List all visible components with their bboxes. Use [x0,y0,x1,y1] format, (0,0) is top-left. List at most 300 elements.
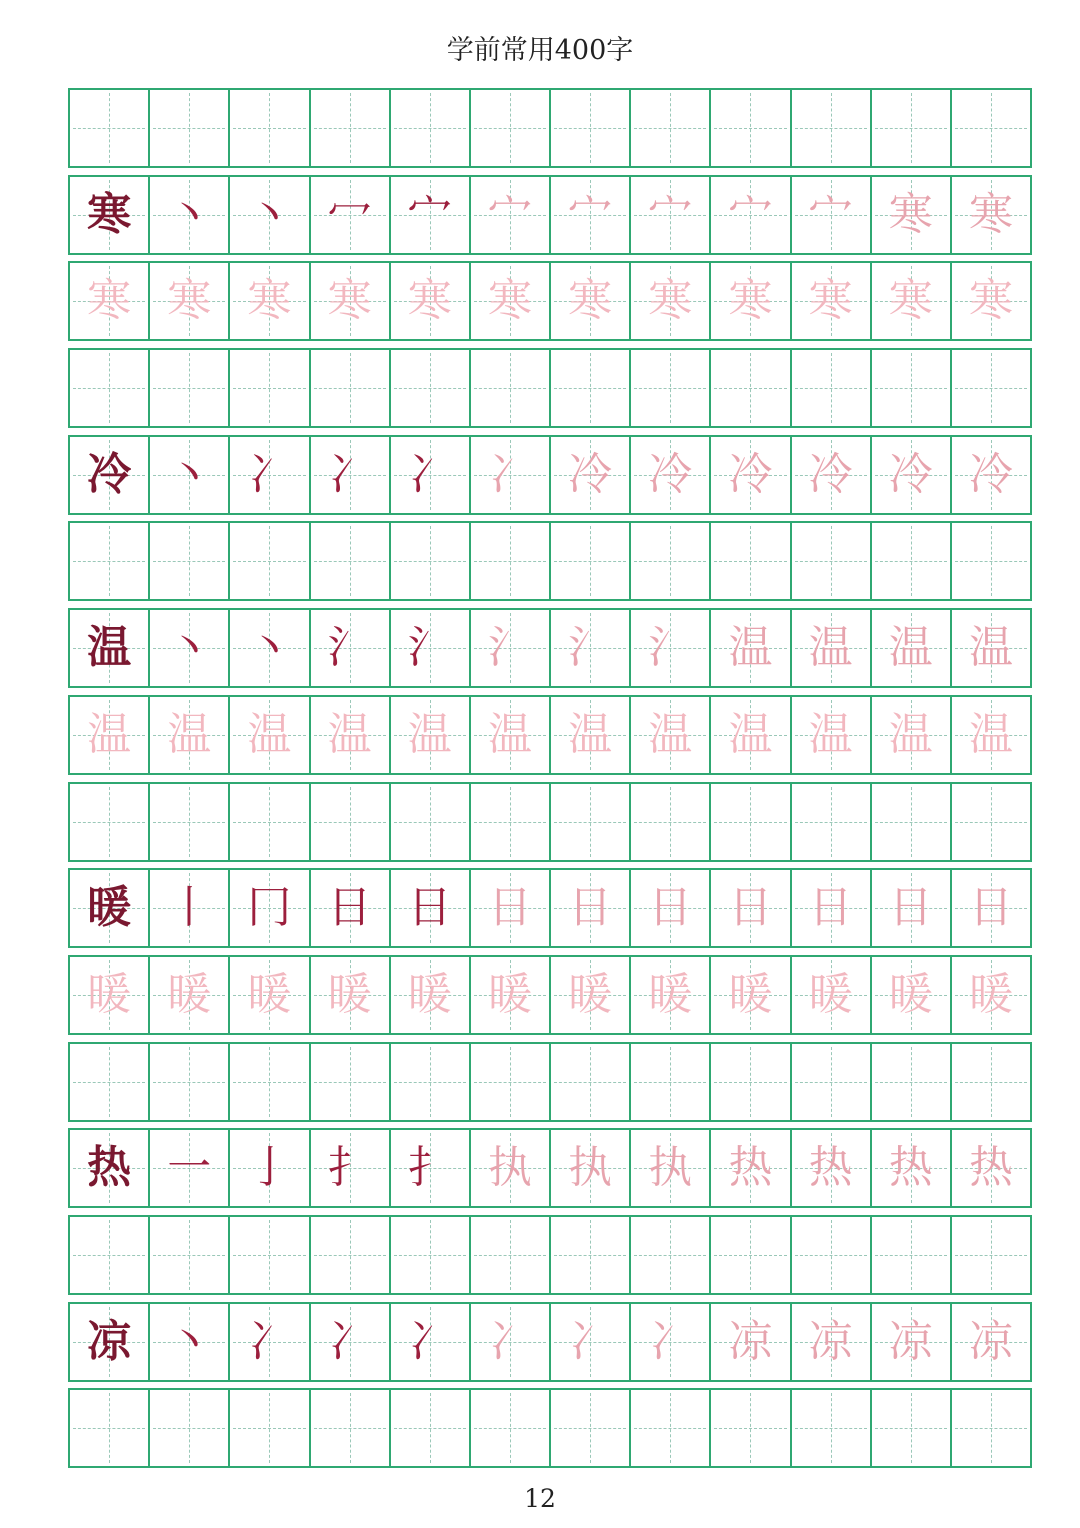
stroke-step: 寒 [968,188,1013,240]
practice-cell [311,610,391,686]
model-cell [70,1390,150,1466]
practice-cell [631,610,711,686]
model-cell [70,1044,150,1120]
practice-cell [471,697,551,773]
model-cell [70,784,150,860]
practice-cell [471,784,551,860]
stroke-step: 冫 [327,1315,372,1367]
practice-cell [230,610,310,686]
practice-cell [952,1304,1030,1380]
practice-cell [391,177,471,253]
practice-cell [230,697,310,773]
model-cell [70,1130,150,1206]
practice-cell [631,90,711,166]
model-cell [70,1304,150,1380]
practice-cell [551,437,631,513]
trace-character: 温 [407,708,452,760]
practice-cell [150,957,230,1033]
stroke-step: 宀 [487,188,532,240]
stroke-step: 日 [407,882,452,934]
stroke-step: 亅 [247,1142,292,1194]
practice-cell [471,90,551,166]
practice-cell [631,177,711,253]
model-character: 暖 [87,882,132,934]
stroke-step: 执 [648,1142,693,1194]
practice-cell [551,697,631,773]
stroke-step: 扌 [327,1142,372,1194]
practice-cell [551,177,631,253]
trace-character: 寒 [888,275,933,327]
practice-cell [792,350,872,426]
trace-character: 温 [728,708,773,760]
practice-cell [872,437,952,513]
stroke-step: 丶 [247,188,292,240]
stroke-step: 氵 [407,622,452,674]
practice-cell [952,1130,1030,1206]
stroke-step: 冫 [487,448,532,500]
trace-character: 暖 [407,968,452,1020]
stroke-step: 宀 [728,188,773,240]
page-number: 12 [524,1484,556,1513]
practice-cell [872,1130,952,1206]
trace-character: 温 [648,708,693,760]
practice-cell [150,1044,230,1120]
trace-character: 温 [327,708,372,760]
practice-cell [471,870,551,946]
stroke-step: 凉 [728,1315,773,1367]
practice-cell [471,263,551,339]
practice-cell [391,957,471,1033]
practice-cell [311,870,391,946]
practice-cell [952,1390,1030,1466]
stroke-step: 冫 [327,448,372,500]
trace-character: 寒 [728,275,773,327]
trace-character: 寒 [327,275,372,327]
practice-cell [631,523,711,599]
model-cell [70,177,150,253]
practice-cell [230,1044,310,1120]
stroke-step: 凉 [968,1315,1013,1367]
practice-cell [792,870,872,946]
practice-cell [391,697,471,773]
stroke-step: 日 [487,882,532,934]
practice-cell [711,1044,791,1120]
practice-cell [711,263,791,339]
trace-character: 寒 [808,275,853,327]
practice-cell [872,697,952,773]
practice-cell [551,350,631,426]
practice-cell [872,523,952,599]
practice-cell [711,610,791,686]
practice-cell [792,784,872,860]
practice-cell [952,350,1030,426]
practice-cell [391,784,471,860]
trace-character: 暖 [487,968,532,1020]
trace-character: 寒 [407,275,452,327]
trace-character: 寒 [87,275,132,327]
practice-cell [792,610,872,686]
practice-cell [792,263,872,339]
stroke-step: 宀 [648,188,693,240]
practice-cell [230,263,310,339]
model-character: 温 [87,622,132,674]
practice-cell [150,1217,230,1293]
stroke-step: 丶 [167,622,212,674]
trace-character: 寒 [648,275,693,327]
practice-cell [391,1044,471,1120]
grid-row-strokes [68,868,1032,948]
trace-character: 寒 [568,275,613,327]
practice-cell [792,1304,872,1380]
practice-cell [792,177,872,253]
stroke-step: 扌 [407,1142,452,1194]
trace-character: 暖 [648,968,693,1020]
practice-cell [952,1044,1030,1120]
practice-cell [391,263,471,339]
practice-cell [150,1304,230,1380]
model-cell [70,957,150,1033]
stroke-step: 冖 [327,188,372,240]
practice-cell [952,523,1030,599]
stroke-step: 宀 [407,188,452,240]
practice-cell [711,437,791,513]
grid-row-trace [68,955,1032,1035]
practice-cell [230,177,310,253]
practice-cell [711,1130,791,1206]
model-cell [70,697,150,773]
stroke-step: 温 [808,622,853,674]
page-title: 学前常用400字 [446,35,634,66]
stroke-step: 寒 [888,188,933,240]
practice-cell [631,437,711,513]
stroke-step: 日 [568,882,613,934]
practice-cell [792,523,872,599]
trace-character: 温 [167,708,212,760]
model-character: 热 [87,1142,132,1194]
trace-character: 温 [247,708,292,760]
practice-cell [872,610,952,686]
model-character: 凉 [87,1315,132,1367]
practice-cell [471,1044,551,1120]
model-cell [70,610,150,686]
practice-cell [792,697,872,773]
practice-cell [230,350,310,426]
trace-character: 暖 [247,968,292,1020]
model-cell [70,350,150,426]
practice-cell [311,523,391,599]
practice-cell [631,1217,711,1293]
practice-cell [311,90,391,166]
practice-cell [711,350,791,426]
grid-row-blank [68,348,1032,428]
model-cell [70,437,150,513]
trace-character: 暖 [808,968,853,1020]
stroke-step: 一 [167,1142,212,1194]
practice-cell [230,1390,310,1466]
practice-cell [872,1217,952,1293]
practice-cell [792,90,872,166]
stroke-step: 丶 [247,622,292,674]
practice-cell [551,957,631,1033]
practice-cell [391,1304,471,1380]
practice-cell [551,610,631,686]
practice-cell [872,1304,952,1380]
grid-row-strokes [68,1302,1032,1382]
trace-character: 寒 [167,275,212,327]
trace-character: 暖 [888,968,933,1020]
practice-cell [631,870,711,946]
stroke-step: 宀 [568,188,613,240]
practice-cell [150,350,230,426]
practice-cell [872,263,952,339]
stroke-step: 丶 [167,188,212,240]
practice-cell [471,523,551,599]
stroke-step: 日 [327,882,372,934]
stroke-step: 丨 [167,882,212,934]
practice-grid [68,88,1032,1475]
trace-character: 暖 [167,968,212,1020]
practice-cell [150,1130,230,1206]
practice-cell [872,1390,952,1466]
practice-cell [551,1130,631,1206]
practice-cell [872,1044,952,1120]
practice-cell [230,1130,310,1206]
practice-cell [551,784,631,860]
practice-cell [872,90,952,166]
practice-cell [711,870,791,946]
stroke-step: 凉 [888,1315,933,1367]
practice-cell [471,350,551,426]
practice-cell [230,870,310,946]
practice-cell [311,697,391,773]
practice-cell [872,870,952,946]
practice-cell [551,870,631,946]
grid-row-blank [68,1042,1032,1122]
grid-row-strokes [68,608,1032,688]
trace-character: 暖 [728,968,773,1020]
trace-character: 暖 [568,968,613,1020]
practice-cell [551,1390,631,1466]
practice-cell [631,1304,711,1380]
model-cell [70,523,150,599]
practice-cell [150,437,230,513]
practice-cell [952,610,1030,686]
stroke-step: 执 [568,1142,613,1194]
stroke-step: 凉 [808,1315,853,1367]
trace-character: 暖 [968,968,1013,1020]
grid-row-blank [68,88,1032,168]
stroke-step: 日 [648,882,693,934]
stroke-step: 冫 [648,1315,693,1367]
practice-cell [631,263,711,339]
trace-character: 暖 [87,968,132,1020]
practice-cell [150,870,230,946]
practice-cell [311,957,391,1033]
practice-cell [230,523,310,599]
stroke-step: 丶 [167,448,212,500]
trace-character: 寒 [968,275,1013,327]
stroke-step: 冷 [808,448,853,500]
practice-cell [711,1304,791,1380]
stroke-step: 冫 [407,1315,452,1367]
stroke-step: 冫 [247,448,292,500]
practice-cell [952,263,1030,339]
stroke-step: 日 [968,882,1013,934]
practice-cell [311,437,391,513]
practice-cell [150,177,230,253]
grid-row-blank [68,782,1032,862]
model-character: 寒 [87,188,132,240]
practice-cell [471,1304,551,1380]
practice-cell [311,1130,391,1206]
stroke-step: 温 [968,622,1013,674]
practice-cell [952,90,1030,166]
grid-row-strokes [68,435,1032,515]
practice-cell [551,1217,631,1293]
practice-cell [150,697,230,773]
trace-character: 寒 [247,275,292,327]
stroke-step: 冷 [728,448,773,500]
practice-cell [872,784,952,860]
trace-character: 温 [87,708,132,760]
trace-character: 寒 [487,275,532,327]
stroke-step: 冷 [968,448,1013,500]
trace-character: 温 [808,708,853,760]
stroke-step: 冫 [247,1315,292,1367]
practice-cell [792,957,872,1033]
stroke-step: 热 [968,1142,1013,1194]
grid-row-blank [68,1388,1032,1468]
practice-cell [230,957,310,1033]
stroke-step: 氵 [648,622,693,674]
stroke-step: 热 [728,1142,773,1194]
practice-cell [711,1217,791,1293]
practice-cell [551,1044,631,1120]
practice-cell [391,350,471,426]
practice-cell [631,784,711,860]
practice-cell [311,1217,391,1293]
practice-cell [711,784,791,860]
practice-cell [311,350,391,426]
practice-cell [711,90,791,166]
stroke-step: 温 [888,622,933,674]
grid-row-trace [68,695,1032,775]
practice-cell [872,957,952,1033]
stroke-step: 冫 [487,1315,532,1367]
stroke-step: 冷 [888,448,933,500]
practice-cell [711,1390,791,1466]
model-cell [70,90,150,166]
stroke-step: 冫 [568,1315,613,1367]
practice-cell [792,1390,872,1466]
practice-cell [391,1390,471,1466]
practice-cell [631,957,711,1033]
practice-cell [711,523,791,599]
practice-cell [952,697,1030,773]
practice-cell [551,1304,631,1380]
stroke-step: 冷 [568,448,613,500]
practice-cell [391,1130,471,1206]
practice-cell [230,1304,310,1380]
practice-cell [711,697,791,773]
stroke-step: 氵 [327,622,372,674]
practice-cell [471,1390,551,1466]
stroke-step: 日 [888,882,933,934]
practice-cell [311,784,391,860]
stroke-step: 日 [728,882,773,934]
stroke-step: 宀 [808,188,853,240]
practice-cell [311,263,391,339]
practice-cell [471,957,551,1033]
practice-cell [311,1390,391,1466]
stroke-step: 冫 [407,448,452,500]
practice-cell [872,177,952,253]
stroke-step: 氵 [487,622,532,674]
grid-row-strokes [68,175,1032,255]
practice-cell [391,437,471,513]
practice-cell [391,1217,471,1293]
practice-cell [391,90,471,166]
practice-cell [230,1217,310,1293]
model-cell [70,1217,150,1293]
trace-character: 温 [568,708,613,760]
practice-cell [711,957,791,1033]
practice-cell [631,1044,711,1120]
stroke-step: 执 [487,1142,532,1194]
practice-cell [471,177,551,253]
practice-cell [551,263,631,339]
practice-cell [311,1304,391,1380]
practice-cell [551,523,631,599]
model-cell [70,870,150,946]
practice-cell [631,1390,711,1466]
practice-cell [150,523,230,599]
practice-cell [471,437,551,513]
practice-cell [230,784,310,860]
practice-cell [952,177,1030,253]
stroke-step: 热 [888,1142,933,1194]
practice-cell [150,784,230,860]
grid-row-blank [68,521,1032,601]
practice-cell [631,1130,711,1206]
practice-cell [391,610,471,686]
grid-row-strokes [68,1128,1032,1208]
trace-character: 温 [487,708,532,760]
practice-cell [551,90,631,166]
grid-row-trace [68,261,1032,341]
practice-cell [631,350,711,426]
practice-cell [711,177,791,253]
stroke-step: 热 [808,1142,853,1194]
practice-cell [311,1044,391,1120]
practice-cell [792,437,872,513]
practice-cell [471,1217,551,1293]
practice-cell [391,870,471,946]
practice-cell [150,90,230,166]
stroke-step: 温 [728,622,773,674]
practice-cell [952,1217,1030,1293]
practice-cell [150,263,230,339]
practice-cell [872,350,952,426]
stroke-step: 日 [808,882,853,934]
practice-cell [792,1044,872,1120]
practice-cell [952,870,1030,946]
stroke-step: 氵 [568,622,613,674]
practice-cell [952,957,1030,1033]
practice-cell [150,610,230,686]
practice-cell [952,784,1030,860]
practice-cell [471,610,551,686]
